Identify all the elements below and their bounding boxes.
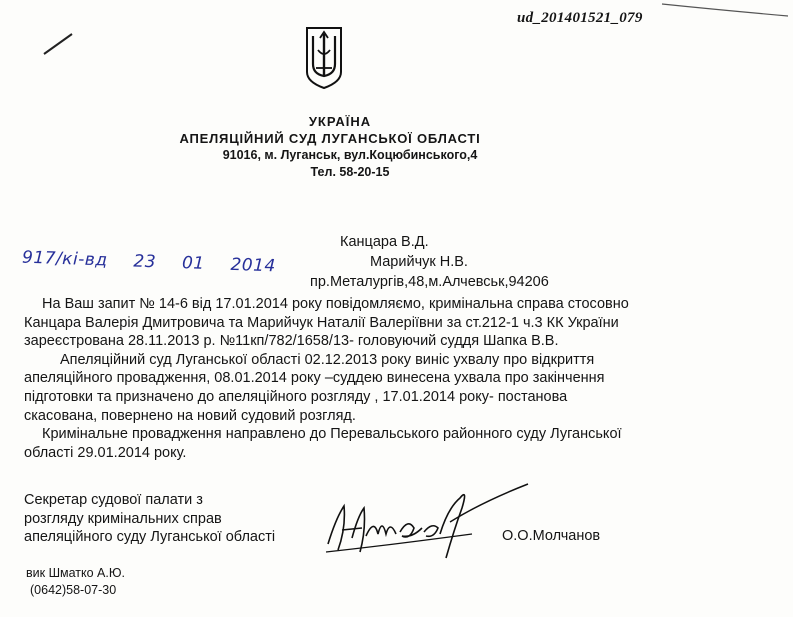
court-letterhead: [150, 113, 510, 181]
executor-phone: (0642)58-07-30: [30, 583, 117, 597]
body-line: Канцара Валерія Дмитровича та Марийчук Наталії Валеріївни за ст.212-1 ч.3 КК України: [24, 314, 619, 331]
body-line: скасована, повернено на новий судовий розгляд.: [24, 407, 356, 424]
pen-stroke-mark: [660, 0, 790, 20]
court-phone: Тел. 58-20-15: [310, 165, 390, 179]
body-line: зареєстрована 28.11.2013 р. №11кп/782/1658/13- головуючий суддя Шапка В.В.: [24, 333, 559, 350]
recipient-address: пр.Металургів,48,м.Алчевськ,94206: [310, 274, 549, 290]
body-line: На Ваш запит № 14-6 від 17.01.2014 року повідомляємо, кримінальна справа стосовно: [42, 296, 629, 312]
signer-title-line: Секретар судової палати з: [24, 492, 203, 508]
executor-block: [26, 565, 125, 599]
pen-stroke-mark: [40, 30, 80, 60]
court-name: АПЕЛЯЦІЙНИЙ СУД ЛУГАНСЬКОЇ ОБЛАСТІ: [179, 131, 481, 146]
body-line: Апеляційний суд Луганської області 02.12.2013 року виніс ухвалу про відкриття: [60, 351, 595, 368]
body-line: області 29.01.2014 року.: [24, 444, 187, 461]
handwritten-registration-note: 917/кі-вд 23 01 2014: [21, 247, 277, 277]
recipient-block: [300, 232, 560, 292]
trident-emblem-icon: [304, 24, 344, 90]
court-address: 91016, м. Луганськ, вул.Коцюбинського,4: [222, 148, 478, 162]
country-name: УКРАЇНА: [308, 114, 372, 129]
signer-title-line: апеляційного суду Луганської області: [24, 529, 276, 546]
recipient-name-1: Канцара В.Д.: [340, 234, 429, 250]
letter-body: [24, 295, 664, 462]
executor-name: вик Шматко А.Ю.: [26, 566, 125, 580]
body-line: Кримінальне провадження направлено до Перевальського районного суду Луганської: [42, 426, 622, 443]
recipient-name-2: Марийчук Н.В.: [370, 254, 468, 270]
signer-name: О.О.Молчанов: [502, 528, 601, 544]
signer-title-line: розгляду кримінальних справ: [24, 510, 222, 527]
document-id: ud_201401521_079: [517, 10, 643, 26]
body-line: підготовки та призначено до апеляційного розгляду , 17.01.2014 року- постанова: [24, 388, 568, 405]
signer-title: [24, 491, 324, 547]
handwritten-signature: [322, 478, 532, 568]
body-line: апеляційного провадження, 08.01.2014 року –суддею винесена ухвала про закінчення: [24, 370, 605, 387]
